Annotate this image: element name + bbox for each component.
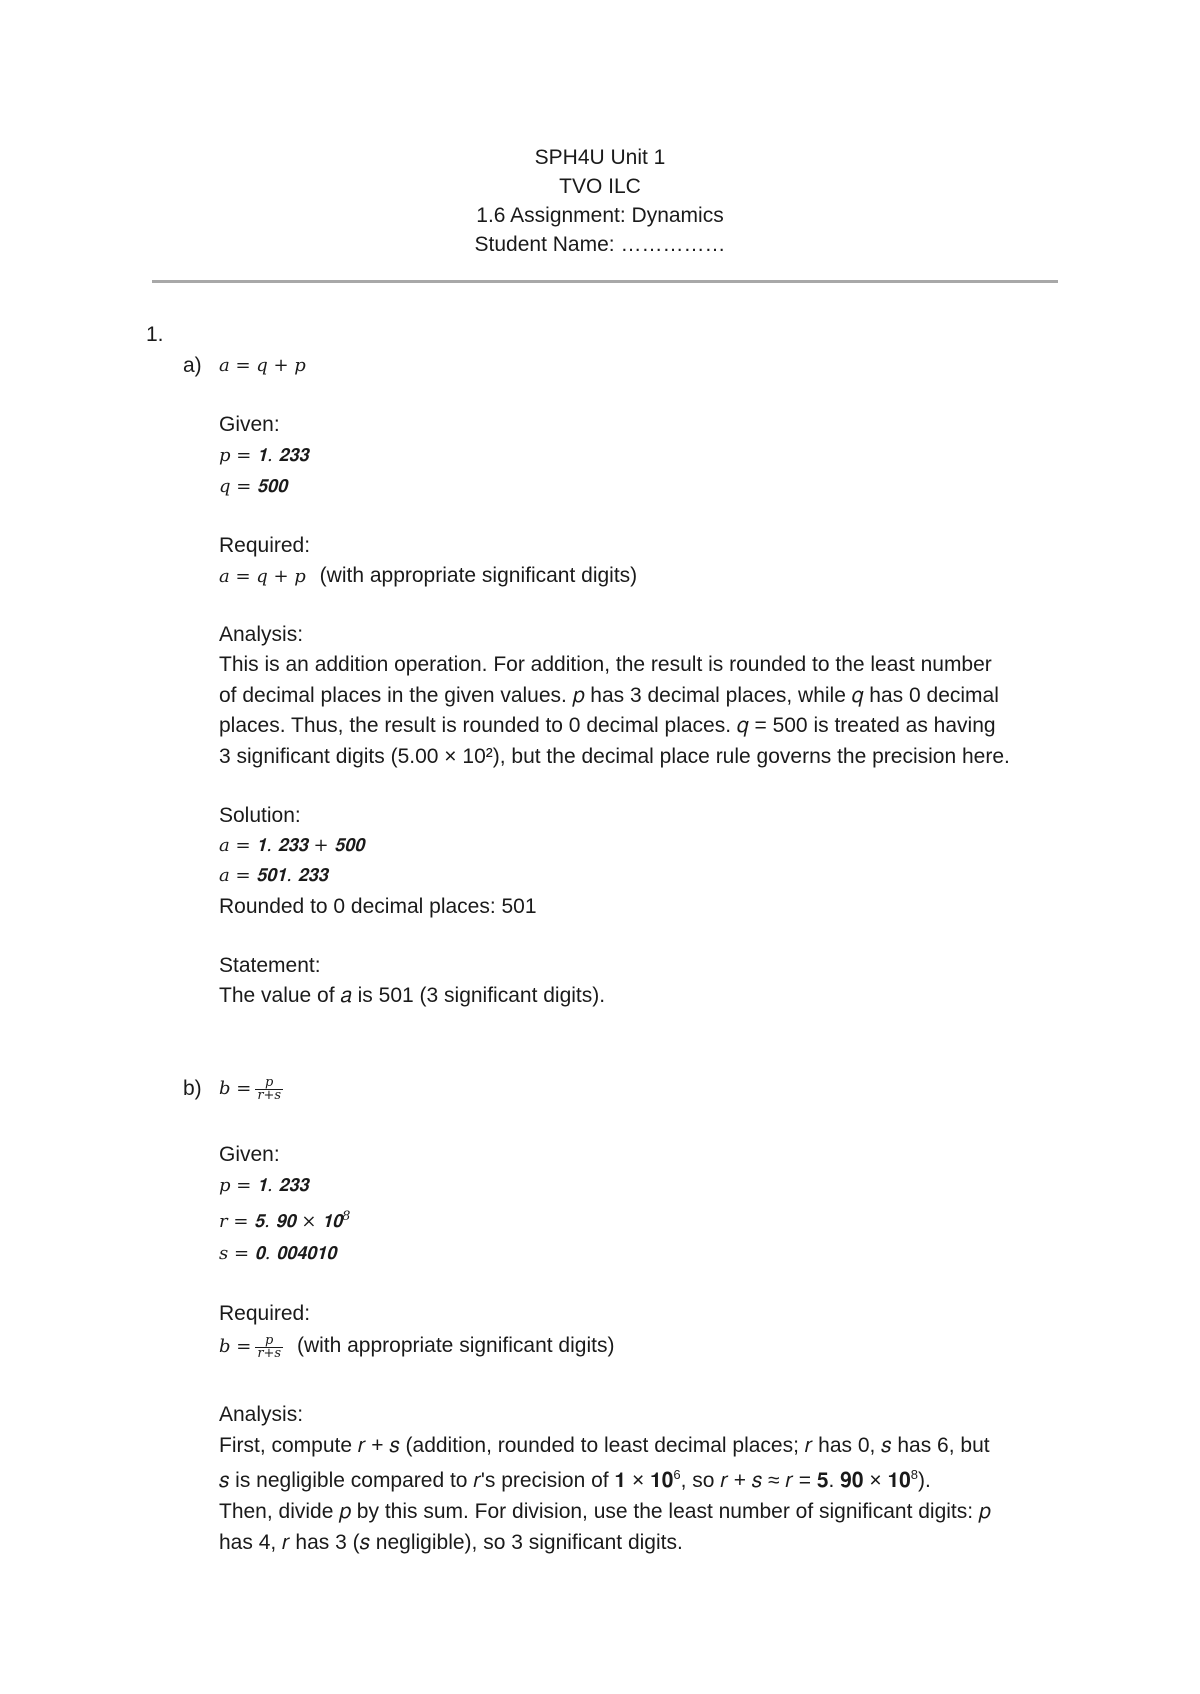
part-a-required-note: (with appropriate significant digits) xyxy=(319,564,638,587)
part-a-analysis-line: 3 significant digits (5.00 × 10²), but the decimal place rule governs the precision here. xyxy=(219,745,1010,768)
part-b-eq-lhs: 𝑏 = xyxy=(219,1078,252,1099)
fraction-numerator: 𝑝 xyxy=(255,1335,283,1348)
fraction-numerator: 𝑝 xyxy=(255,1077,283,1090)
part-a-given-heading: Given: xyxy=(219,413,280,436)
fraction-denominator: 𝑟+𝑠 xyxy=(257,1345,282,1361)
analysis-line2-part: ). xyxy=(918,1469,931,1492)
part-a-required-line xyxy=(219,562,637,591)
part-b-equation xyxy=(219,1075,283,1103)
part-a-solution-heading: Solution: xyxy=(219,804,301,827)
analysis-line2-exponent: 6 xyxy=(673,1467,681,1482)
given-r-exponent: 8 xyxy=(342,1209,351,1224)
analysis-line2-part: 𝑠 is negligible compared to 𝑟's precision of 𝟏 × 𝟏𝟎 xyxy=(219,1469,674,1492)
part-b-required-line xyxy=(219,1332,614,1361)
part-a-analysis-line: of decimal places in the given values. 𝑝 has 3 decimal places, while 𝑞 has 0 decimal xyxy=(219,684,999,707)
part-a-statement: The value of 𝑎 is 501 (3 significant digits). xyxy=(219,984,606,1007)
part-a-solution-line: 𝑎 = 𝟓𝟎𝟏. 𝟐𝟑𝟑 xyxy=(219,865,328,886)
part-b-required-note: (with appropriate significant digits) xyxy=(296,1334,615,1357)
part-b-analysis-line: Then, divide 𝑝 by this sum. For division, use the least number of significant digits: 𝑝 xyxy=(219,1500,991,1523)
part-a-label: a) xyxy=(183,354,202,377)
part-a-analysis-line: This is an addition operation. For addition, the result is rounded to the least number xyxy=(219,653,992,676)
part-b-required-eq xyxy=(219,1332,283,1361)
part-a-statement-heading: Statement: xyxy=(219,954,321,977)
part-a-given-q: 𝑞 = 𝟓𝟎𝟎 xyxy=(219,476,288,497)
part-b-label: b) xyxy=(183,1077,202,1100)
student-name-line: Student Name: …………… xyxy=(474,233,726,256)
part-a-required-heading: Required: xyxy=(219,534,311,557)
part-b-analysis-line xyxy=(219,1467,931,1495)
required-fraction xyxy=(255,1332,283,1361)
part-a-required-eq: 𝑎 = 𝑞 + 𝑝 xyxy=(219,566,306,587)
part-b-fraction xyxy=(255,1074,283,1103)
school-name: TVO ILC xyxy=(559,175,641,198)
part-a-rounded: Rounded to 0 decimal places: 501 xyxy=(219,895,537,918)
part-b-analysis-heading: Analysis: xyxy=(219,1403,304,1426)
question-number: 1. xyxy=(146,323,164,346)
header-divider xyxy=(152,280,1058,283)
part-b-required-heading: Required: xyxy=(219,1302,311,1325)
required-eq-lhs: 𝑏 = xyxy=(219,1336,252,1357)
part-a-equation: 𝑎 = 𝑞 + 𝑝 xyxy=(219,355,306,376)
assignment-title: 1.6 Assignment: Dynamics xyxy=(476,204,724,227)
part-b-given-r xyxy=(219,1208,350,1236)
part-b-analysis-line: has 4, 𝑟 has 3 (𝑠 negligible), so 3 significant digits. xyxy=(219,1531,683,1554)
part-a-analysis-heading: Analysis: xyxy=(219,623,304,646)
analysis-line2-exponent: 8 xyxy=(910,1467,919,1482)
part-b-analysis-line: First, compute 𝑟 + 𝑠 (addition, rounded to least decimal places; 𝑟 has 0, 𝑠 has 6, but xyxy=(219,1434,990,1457)
part-a-given-p: 𝑝 = 𝟏. 𝟐𝟑𝟑 xyxy=(219,445,309,466)
course-title: SPH4U Unit 1 xyxy=(534,146,666,169)
part-b-given-p: 𝑝 = 𝟏. 𝟐𝟑𝟑 xyxy=(219,1175,309,1196)
analysis-line2-part: , so 𝑟 + 𝑠 ≈ 𝑟 = 𝟓. 𝟗𝟎 × 𝟏𝟎 xyxy=(680,1469,911,1492)
part-a-solution-line: 𝑎 = 𝟏. 𝟐𝟑𝟑 + 𝟓𝟎𝟎 xyxy=(219,835,365,856)
part-b-given-s: 𝑠 = 𝟎. 𝟎𝟎𝟒𝟎𝟏𝟎 xyxy=(219,1243,337,1264)
part-a-analysis-line: places. Thus, the result is rounded to 0 decimal places. 𝑞 = 500 is treated as having xyxy=(219,714,996,737)
fraction-denominator: 𝑟+𝑠 xyxy=(257,1087,282,1103)
given-r-base: 𝑟 = 𝟓. 𝟗𝟎 × 𝟏𝟎 xyxy=(219,1211,343,1232)
part-b-given-heading: Given: xyxy=(219,1143,280,1166)
